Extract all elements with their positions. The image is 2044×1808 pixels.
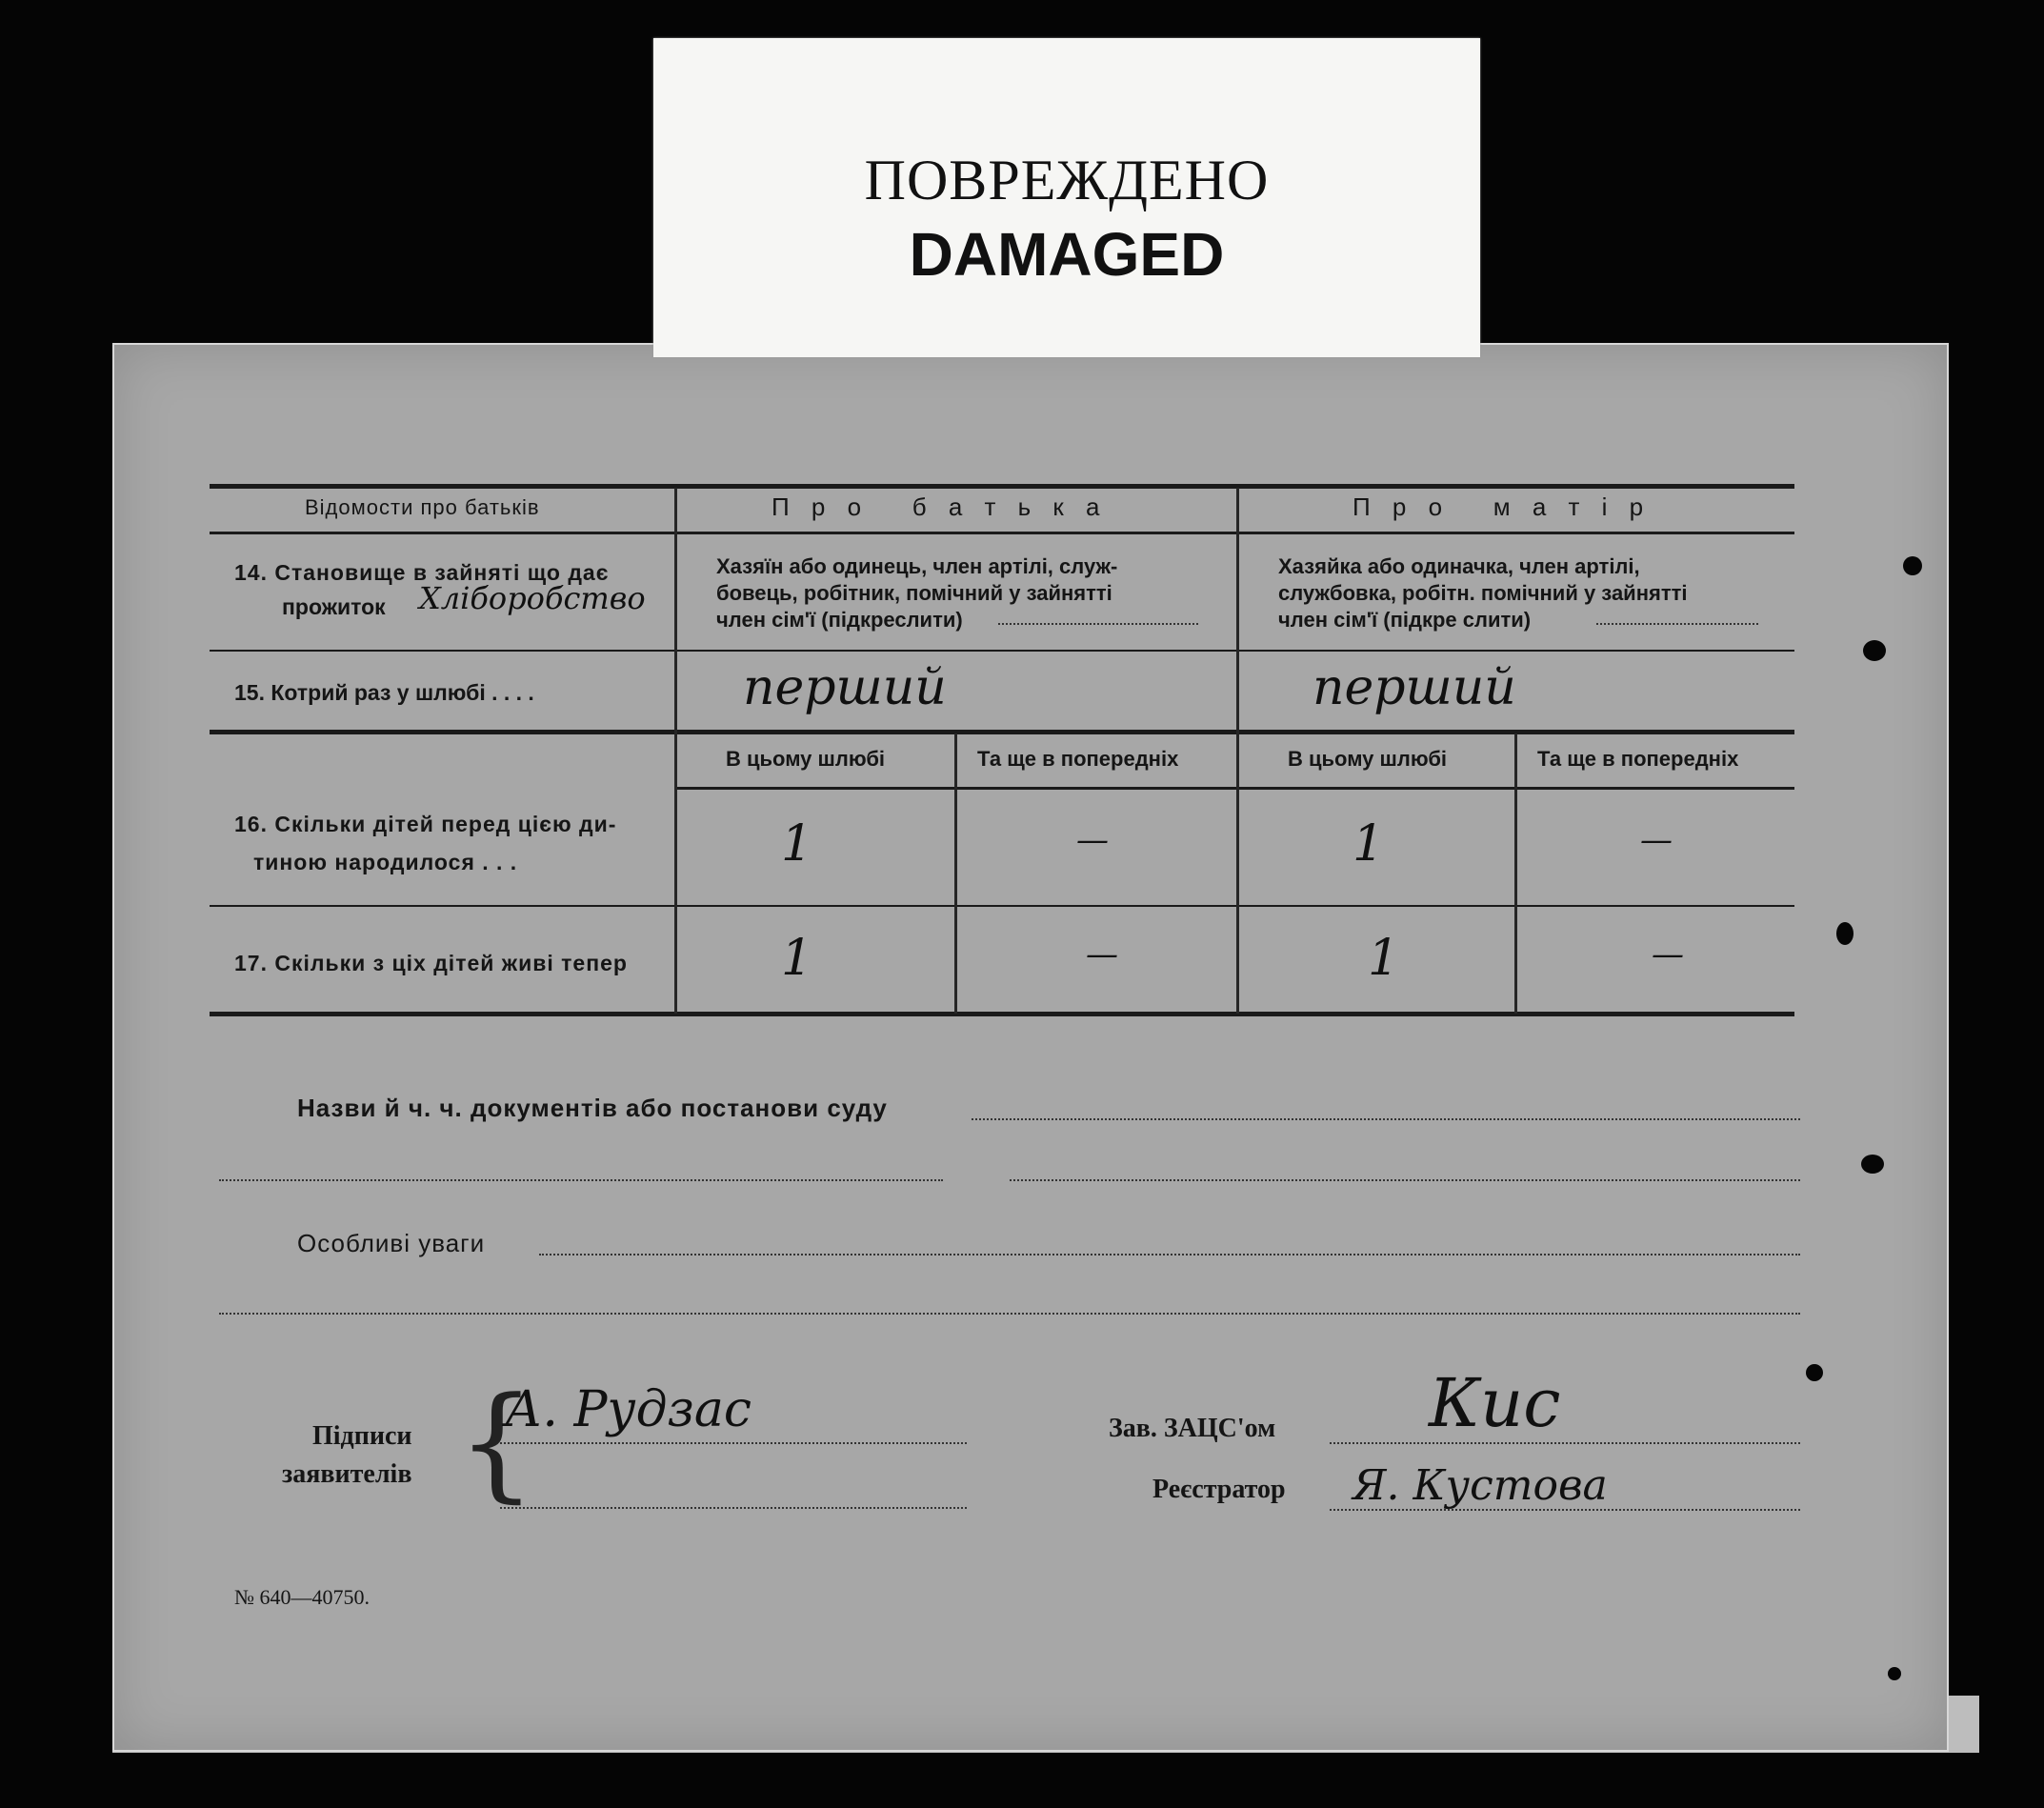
row17-label: 17. Скільки з ціх дітей живі тепер: [234, 951, 628, 975]
row14-mother-line2: службовка, робітн. помічний у зайнятті: [1278, 581, 1688, 605]
row14-bottom-rule: [210, 650, 1794, 652]
damage-hole: [1836, 922, 1854, 945]
row17-father-this-value: 1: [781, 930, 813, 987]
documents-dotted-line-2: [219, 1179, 943, 1181]
registrar-signature-line: [1330, 1509, 1800, 1511]
row14-father-line3: член сім'ї (підкреслити): [716, 608, 963, 632]
subheader-father-previous: Та ще в попередніх: [977, 747, 1179, 771]
row16-label-line1: 16. Скільки дітей перед цією ди-: [234, 812, 617, 836]
applicant-signature-line-2: [500, 1507, 967, 1509]
row14-label-line2: прожиток: [282, 594, 386, 619]
damage-hole: [1888, 1667, 1901, 1680]
damaged-label-english: DAMAGED: [909, 220, 1225, 289]
header-mother: П р о м а т і р: [1353, 492, 1652, 521]
row16-bottom-rule: [210, 905, 1794, 907]
notes-dotted-line-1: [539, 1254, 1800, 1256]
damage-hole: [1806, 1364, 1823, 1381]
mother-sub-divider: [1514, 733, 1517, 1014]
row16-mother-this-value: 1: [1353, 815, 1385, 873]
row16-mother-prev-value: —: [1640, 821, 1673, 859]
notes-dotted-line-2: [219, 1313, 1800, 1315]
table-top-rule: [210, 484, 1794, 489]
row17-mother-this-value: 1: [1368, 930, 1400, 987]
documents-dotted-line-1: [972, 1118, 1800, 1120]
damaged-label-card: [653, 38, 1480, 357]
notes-label: Особливі уваги: [297, 1229, 486, 1257]
row16-father-prev-value: —: [1076, 821, 1109, 859]
registrar-label: Реєстратор: [1152, 1475, 1286, 1504]
header-bottom-rule: [210, 532, 1794, 534]
row15-mother-value: перший: [1313, 659, 1516, 716]
applicants-label-line2: заявителів: [282, 1459, 412, 1489]
head-of-registry-label: Зав. ЗАЦС'ом: [1109, 1414, 1276, 1443]
subheader-father-this-marriage: В цьому шлюбі: [726, 747, 886, 771]
row17-mother-prev-value: —: [1652, 935, 1684, 974]
row14-mother-line1: Хазяйка або одиначка, член артілі,: [1278, 554, 1640, 578]
damaged-label-ukrainian: ПОВРЕЖДЕНО: [864, 149, 1270, 211]
applicants-brace: {: [457, 1370, 536, 1515]
documents-dotted-line-3: [1010, 1179, 1800, 1181]
subheader-mother-previous: Та ще в попередніх: [1537, 747, 1739, 771]
row14-label-line1: 14. Становище в зайняті що дає: [234, 560, 610, 585]
head-of-registry-signature: Кис: [1429, 1364, 1561, 1442]
table-bottom-rule: [210, 1012, 1794, 1016]
row14-father-dotted-line: [998, 623, 1198, 625]
row14-father-line2: бовець, робітник, помічний у зайнятті: [716, 581, 1112, 605]
row15-father-value: перший: [743, 659, 947, 716]
label-column-divider: [674, 488, 677, 1014]
damage-hole: [1903, 556, 1922, 575]
row16-father-this-value: 1: [781, 815, 813, 873]
document-page: [112, 343, 1949, 1752]
subheader-bottom-rule: [676, 787, 1794, 790]
row17-father-prev-value: —: [1086, 935, 1118, 974]
registrar-signature: Я. Кустова: [1353, 1461, 1608, 1510]
row14-mother-line3: член сім'ї (підкре слити): [1278, 608, 1532, 632]
damage-hole: [1863, 640, 1886, 661]
parents-column-divider: [1236, 488, 1239, 1014]
row16-label-line2: тиною народилося . . .: [253, 850, 518, 874]
form-number: № 640—40750.: [234, 1585, 370, 1609]
applicant-signature-line-1: [500, 1442, 967, 1444]
documents-label: Назви й ч. ч. документів або постанови суду: [297, 1094, 888, 1122]
row14-father-line1: Хазяїн або одинець, член артілі, служ-: [716, 554, 1118, 578]
applicants-label-line1: Підписи: [312, 1421, 412, 1451]
row15-label: 15. Котрий раз у шлюбі . . . .: [234, 680, 534, 705]
header-parents-info: Відомости про батьків: [305, 495, 540, 519]
row14-handwritten-occupation: Хліборобство: [419, 580, 646, 616]
father-sub-divider: [954, 733, 957, 1014]
row14-mother-dotted-line: [1596, 623, 1758, 625]
damage-hole: [1861, 1155, 1884, 1174]
header-father: П р о б а т ь к а: [772, 492, 1108, 521]
head-signature-line: [1330, 1442, 1800, 1444]
subheader-mother-this-marriage: В цьому шлюбі: [1288, 747, 1448, 771]
row15-bottom-rule: [210, 730, 1794, 734]
applicant-signature: А. Рудзас: [505, 1381, 752, 1438]
